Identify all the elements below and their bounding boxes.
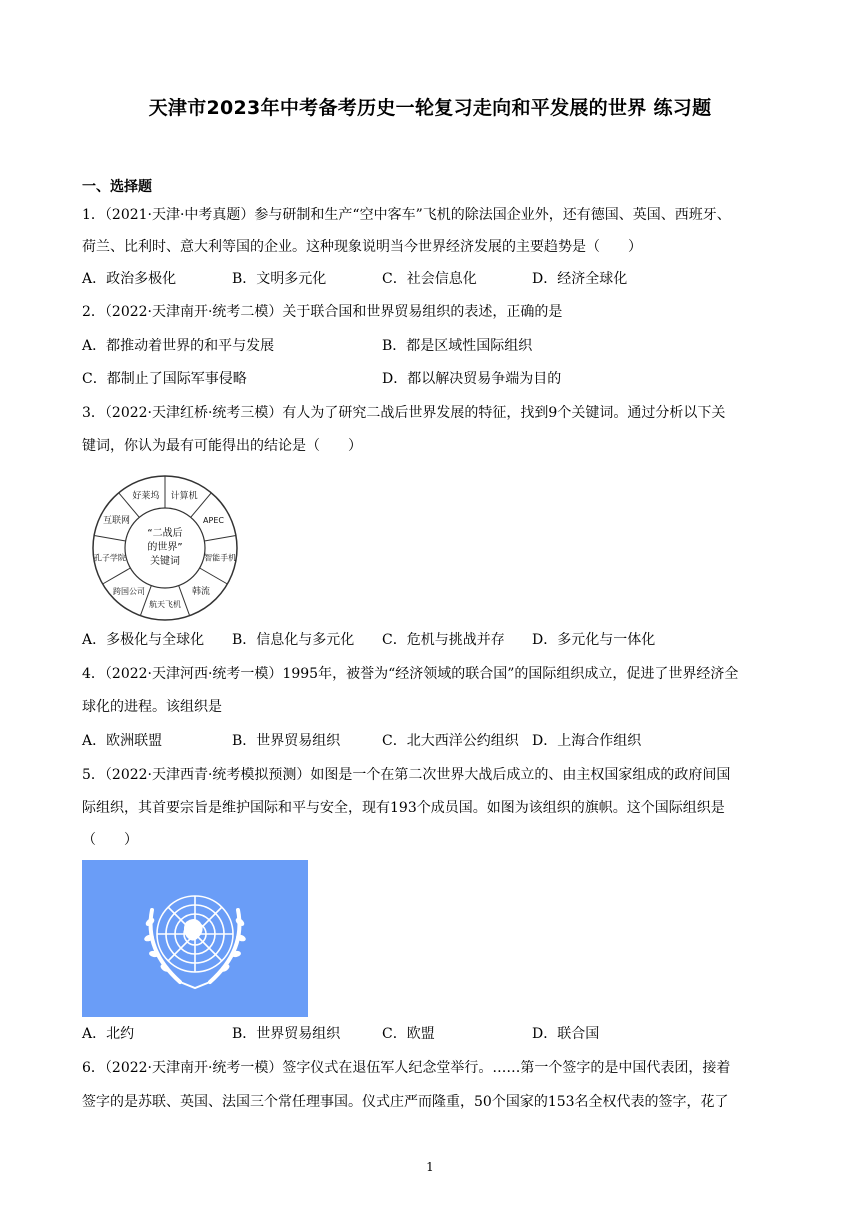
wheel-keyword: APEC [203,516,224,525]
q5-option-d: D．联合国 [532,1026,600,1042]
q5-option-a: A．北约 [82,1026,135,1042]
q3-option-b: B．信息化与多元化 [232,632,355,648]
q2-option-c: C．都制止了国际军事侵略 [82,371,247,387]
q4-option-d: D．上海合作组织 [532,733,642,749]
q5-line2: 际组织，其首要宗旨是维护国际和平与安全，现有193个成员国。如图为该组织的旗帜。这个国际组织是 [82,800,725,816]
q2-option-d: D．都以解决贸易争端为目的 [382,371,562,387]
q4-option-c: C．北大西洋公约组织 [382,733,519,749]
wheel-keyword: 孔子学院 [93,553,126,563]
wheel-keyword: 韩流 [191,586,211,597]
q1-option-c: C．社会信息化 [382,271,477,287]
q1-option-d: D．经济全球化 [532,271,628,287]
q6-line1: 6．（2022·天津南开·统考一模）签字仪式在退伍军人纪念堂举行。……第一个签字的是中国代表团，接着 [82,1060,731,1076]
q1-option-b: B．文明多元化 [232,271,327,287]
wheel-spoke [94,535,126,541]
wheel-keyword: 互联网 [102,516,131,526]
q2-line1: 2．（2022·天津南开·统考二模）关于联合国和世界贸易组织的表述，正确的是 [82,304,563,320]
q4-line1: 4．（2022·天津河西·统考一模）1995年，被誉为“经济领域的联合国”的国际组织成立，促进了世界经济全 [82,666,739,682]
page-title: 天津市2023年中考备考历史一轮复习走向和平发展的世界 练习题 [148,97,712,119]
keyword-wheel-diagram [90,473,240,623]
q3-line1: 3．（2022·天津红桥·统考三模）有人为了研究二战后世界发展的特征，找到9个关键词。通过分析以下关 [82,405,726,421]
wheel-center-line1: “二战后 [147,528,183,539]
q1-line2: 荷兰、比利时、意大利等国的企业。这种现象说明当今世界经济发展的主要趋势是（ ） [82,239,642,255]
q5-line3: （ ） [82,832,138,848]
wheel-keyword: 智能手机 [204,553,237,563]
q5-option-c: C．欧盟 [382,1026,435,1042]
q2-option-a: A．都推动着世界的和平与发展 [82,338,275,354]
wheel-center-line2: 的世界” [147,542,183,553]
wheel-keyword: 跨国公司 [113,586,146,596]
q5-line1: 5．（2022·天津西青·统考模拟预测）如图是一个在第二次世界大战后成立的、由主权国家组成的政府间国 [82,767,731,783]
q5-option-b: B．世界贸易组织 [232,1026,341,1042]
wheel-keyword: 计算机 [170,491,198,502]
section-heading: 一、选择题 [82,179,152,195]
q2-option-b: B．都是区域性国际组织 [382,338,533,354]
q3-option-c: C．危机与挑战并存 [382,632,505,648]
q3-option-d: D．多元化与一体化 [532,632,656,648]
wheel-keyword: 好莱坞 [132,491,160,502]
q4-line2: 球化的进程。该组织是 [82,699,222,715]
un-flag-image [82,860,308,1017]
q4-option-a: A．欧洲联盟 [82,733,163,749]
q4-option-b: B．世界贸易组织 [232,733,341,749]
un-emblem-icon [82,860,308,1017]
wheel-keyword: 航天飞机 [149,600,181,609]
page-number: 1 [426,1160,434,1174]
q3-line2: 键词，你认为最有可能得出的结论是（ ） [82,438,362,454]
wheel-center-line3: 关键词 [150,556,180,567]
q3-option-a: A．多极化与全球化 [82,632,205,648]
wheel-spoke [200,568,228,584]
wheel-spoke [204,535,236,541]
q6-line2: 签字的是苏联、英国、法国三个常任理事国。仪式庄严而隆重，50个国家的153名全权代表的签字，花了 [82,1094,729,1110]
q1-option-a: A．政治多极化 [82,271,177,287]
q1-line1: 1．（2021·天津·中考真题）参与研制和生产“空中客车”飞机的除法国企业外，还有德国、英国、西班牙、 [82,207,731,223]
wheel-spoke [103,568,131,584]
